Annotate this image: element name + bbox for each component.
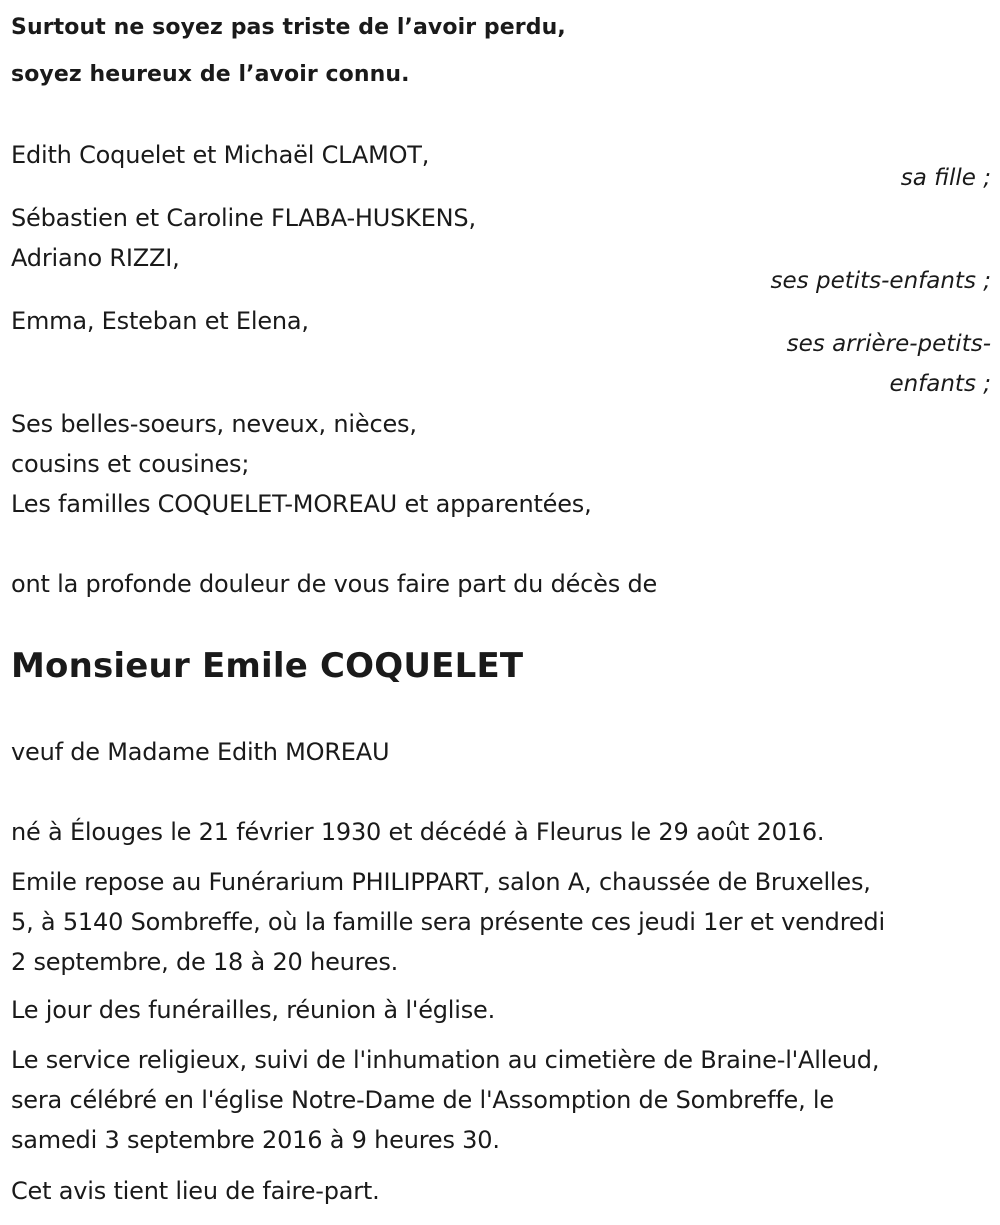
deceased-name: Monsieur Emile COQUELET [11,646,524,686]
rest-line-1: Emile repose au Funérarium PHILIPPART, salon A, chaussée de Bruxelles, [11,868,871,896]
family-grandchildren-2: Adriano RIZZI, [11,244,180,272]
service-line-3: samedi 3 septembre 2016 à 9 heures 30. [11,1126,500,1154]
service-line-1: Le service religieux, suivi de l'inhumation au cimetière de Braine-l'Alleud, [11,1046,880,1074]
relation-great-grandchildren-1: ses arrière-petits- [786,331,991,357]
service-line-2: sera célébré en l'église Notre-Dame de l'Assomption de Sombreffe, le [11,1086,834,1114]
family-others-1: Ses belles-soeurs, neveux, nièces, [11,410,417,438]
family-others-3: Les familles COQUELET-MOREAU et apparentées, [11,490,592,518]
family-great-grandchildren: Emma, Esteban et Elena, [11,307,309,335]
relation-daughter: sa fille ; [900,165,991,191]
family-others-2: cousins et cousines; [11,450,250,478]
widower-text: veuf de Madame Edith MOREAU [11,738,390,766]
quote-line-1: Surtout ne soyez pas triste de l’avoir perdu, [11,15,566,40]
rest-line-2: 5, à 5140 Sombreffe, où la famille sera présente ces jeudi 1er et vendredi [11,908,885,936]
birth-death-text: né à Élouges le 21 février 1930 et décédé à Fleurus le 29 août 2016. [11,818,825,846]
family-grandchildren-1: Sébastien et Caroline FLABA-HUSKENS, [11,204,476,232]
relation-grandchildren: ses petits-enfants ; [770,268,991,294]
meeting-text: Le jour des funérailles, réunion à l'église. [11,996,496,1024]
announcement-text: ont la profonde douleur de vous faire part du décès de [11,570,658,598]
quote-line-2: soyez heureux de l’avoir connu. [11,62,410,87]
rest-line-3: 2 septembre, de 18 à 20 heures. [11,948,399,976]
family-daughter: Edith Coquelet et Michaël CLAMOT, [11,141,430,169]
relation-great-grandchildren-2: enfants ; [889,371,991,397]
notice-text: Cet avis tient lieu de faire-part. [11,1177,380,1205]
